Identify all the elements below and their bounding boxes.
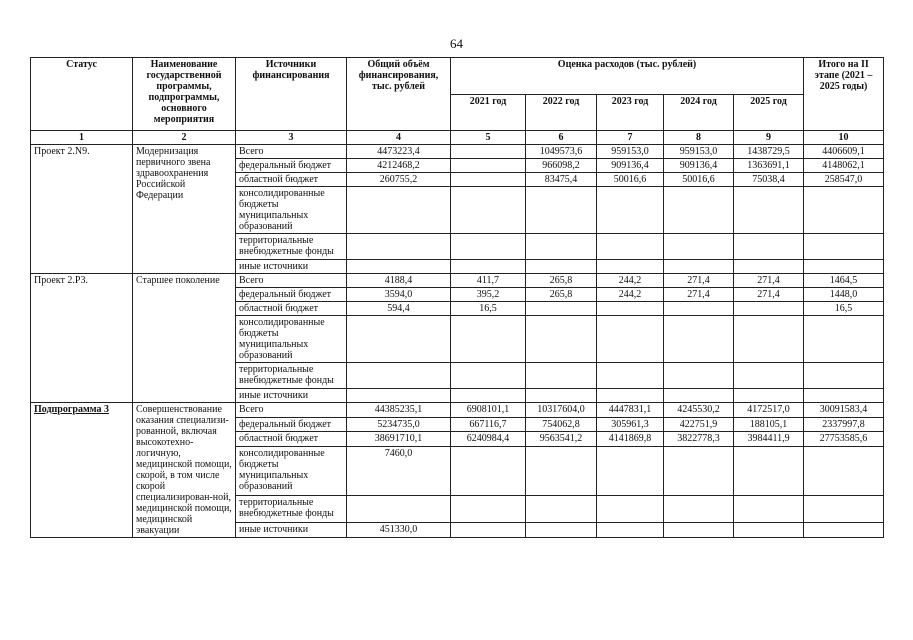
value-cell — [451, 187, 526, 234]
source-cell: территориальные внебюджетные фонды — [236, 363, 347, 389]
value-cell: 6908101,1 — [451, 403, 526, 418]
col-num: 8 — [664, 131, 734, 145]
value-cell: 4447831,1 — [597, 403, 664, 418]
financing-table — [30, 57, 884, 538]
value-cell — [347, 496, 451, 523]
value-cell: 75038,4 — [734, 173, 804, 187]
value-cell: 909136,4 — [597, 159, 664, 173]
value-cell — [664, 496, 734, 523]
value-cell — [347, 363, 451, 389]
value-cell: 244,2 — [597, 274, 664, 288]
value-cell: 2337997,8 — [804, 417, 884, 432]
header-year: 2024 год — [664, 94, 734, 131]
name-cell: Модернизация первичного звена здравоохранения Российской Федерации — [133, 145, 236, 274]
value-cell: 16,5 — [451, 302, 526, 316]
status-cell: Подпрограмма 3 — [31, 403, 133, 538]
value-cell — [526, 363, 597, 389]
value-cell: 30091583,4 — [804, 403, 884, 418]
header-year: 2022 год — [526, 94, 597, 131]
value-cell: 395,2 — [451, 288, 526, 302]
value-cell — [526, 496, 597, 523]
value-cell — [664, 446, 734, 495]
value-cell — [734, 363, 804, 389]
value-cell: 10317604,0 — [526, 403, 597, 418]
value-cell — [804, 187, 884, 234]
value-cell: 265,8 — [526, 288, 597, 302]
value-cell: 451330,0 — [347, 523, 451, 538]
value-cell: 44385235,1 — [347, 403, 451, 418]
name-cell: Старшее поколение — [133, 274, 236, 403]
value-cell: 260755,2 — [347, 173, 451, 187]
col-num: 6 — [526, 131, 597, 145]
col-num: 5 — [451, 131, 526, 145]
value-cell: 4148062,1 — [804, 159, 884, 173]
source-cell: Всего — [236, 145, 347, 159]
value-cell — [597, 316, 664, 363]
source-cell: федеральный бюджет — [236, 288, 347, 302]
value-cell: 594,4 — [347, 302, 451, 316]
value-cell — [451, 173, 526, 187]
value-cell: 4245530,2 — [664, 403, 734, 418]
value-cell: 5234735,0 — [347, 417, 451, 432]
value-cell: 188105,1 — [734, 417, 804, 432]
header-year: 2023 год — [597, 94, 664, 131]
value-cell — [597, 302, 664, 316]
value-cell — [734, 496, 804, 523]
value-cell — [526, 234, 597, 260]
value-cell: 258547,0 — [804, 173, 884, 187]
source-cell: иные источники — [236, 260, 347, 274]
value-cell — [804, 316, 884, 363]
col-num: 3 — [236, 131, 347, 145]
value-cell — [804, 260, 884, 274]
header-name: Наименование государственной программы, подпрограммы, основного мероприятия — [133, 58, 236, 131]
value-cell: 4473223,4 — [347, 145, 451, 159]
value-cell — [664, 389, 734, 403]
value-cell — [597, 363, 664, 389]
value-cell — [451, 496, 526, 523]
value-cell — [526, 187, 597, 234]
value-cell — [804, 446, 884, 495]
value-cell — [347, 187, 451, 234]
value-cell — [526, 389, 597, 403]
value-cell — [804, 389, 884, 403]
source-cell: областной бюджет — [236, 432, 347, 447]
header-row — [31, 58, 884, 95]
value-cell: 271,4 — [734, 274, 804, 288]
value-cell: 1448,0 — [804, 288, 884, 302]
table-body — [31, 58, 884, 538]
source-cell: областной бюджет — [236, 302, 347, 316]
value-cell — [664, 316, 734, 363]
value-cell — [451, 446, 526, 495]
value-cell — [451, 234, 526, 260]
value-cell — [734, 523, 804, 538]
value-cell — [597, 187, 664, 234]
value-cell — [347, 389, 451, 403]
value-cell: 1438729,5 — [734, 145, 804, 159]
column-number-row — [31, 131, 884, 145]
source-cell: консолидированные бюджеты муниципальных образований — [236, 187, 347, 234]
value-cell — [734, 260, 804, 274]
source-cell: Всего — [236, 274, 347, 288]
value-cell — [734, 446, 804, 495]
value-cell: 4212468,2 — [347, 159, 451, 173]
value-cell: 271,4 — [734, 288, 804, 302]
col-num: 2 — [133, 131, 236, 145]
value-cell: 754062,8 — [526, 417, 597, 432]
value-cell — [804, 234, 884, 260]
value-cell — [597, 260, 664, 274]
value-cell: 3984411,9 — [734, 432, 804, 447]
value-cell — [734, 316, 804, 363]
header-estimate: Оценка расходов (тыс. рублей) — [451, 58, 804, 95]
source-cell: консолидированные бюджеты муниципальных образований — [236, 316, 347, 363]
value-cell — [451, 389, 526, 403]
value-cell: 265,8 — [526, 274, 597, 288]
header-status: Статус — [31, 58, 133, 131]
value-cell: 9563541,2 — [526, 432, 597, 447]
value-cell — [664, 187, 734, 234]
value-cell — [804, 363, 884, 389]
value-cell: 244,2 — [597, 288, 664, 302]
value-cell: 1363691,1 — [734, 159, 804, 173]
value-cell: 422751,9 — [664, 417, 734, 432]
page-number: 64 — [450, 36, 463, 51]
value-cell — [451, 316, 526, 363]
value-cell: 3594,0 — [347, 288, 451, 302]
value-cell — [664, 363, 734, 389]
value-cell — [451, 363, 526, 389]
header-total-stage: Итого на II этапе (2021 – 2025 годы) — [804, 58, 884, 131]
value-cell: 16,5 — [804, 302, 884, 316]
value-cell: 959153,0 — [597, 145, 664, 159]
table-row — [31, 274, 884, 288]
value-cell — [347, 260, 451, 274]
value-cell: 4141869,8 — [597, 432, 664, 447]
value-cell: 4188,4 — [347, 274, 451, 288]
source-cell: консолидированные бюджеты муниципальных образований — [236, 446, 347, 495]
value-cell: 27753585,6 — [804, 432, 884, 447]
source-cell: федеральный бюджет — [236, 417, 347, 432]
value-cell: 6240984,4 — [451, 432, 526, 447]
value-cell: 271,4 — [664, 288, 734, 302]
value-cell: 38691710,1 — [347, 432, 451, 447]
name-cell: Совершенствование оказания специализи-рованной, включая высокотехно-логичную, медицинской помощи, скорой, в том числе скорой специализирован-ной, медицинской помощи, медицинской эвакуации — [133, 403, 236, 538]
value-cell — [451, 159, 526, 173]
value-cell — [804, 523, 884, 538]
status-cell: Проект 2.N9. — [31, 145, 133, 274]
value-cell — [664, 523, 734, 538]
source-cell: областной бюджет — [236, 173, 347, 187]
source-cell: иные источники — [236, 523, 347, 538]
table-row — [31, 145, 884, 159]
col-num: 9 — [734, 131, 804, 145]
header-year: 2025 год — [734, 94, 804, 131]
value-cell — [451, 145, 526, 159]
value-cell — [597, 523, 664, 538]
value-cell: 3822778,3 — [664, 432, 734, 447]
value-cell: 1464,5 — [804, 274, 884, 288]
header-year: 2021 год — [451, 94, 526, 131]
col-num: 1 — [31, 131, 133, 145]
value-cell: 271,4 — [664, 274, 734, 288]
value-cell: 966098,2 — [526, 159, 597, 173]
value-cell — [597, 234, 664, 260]
value-cell — [664, 302, 734, 316]
value-cell: 1049573,6 — [526, 145, 597, 159]
value-cell — [664, 260, 734, 274]
value-cell — [526, 260, 597, 274]
source-cell: Всего — [236, 403, 347, 418]
value-cell — [347, 316, 451, 363]
value-cell — [597, 496, 664, 523]
value-cell — [597, 389, 664, 403]
value-cell — [664, 234, 734, 260]
value-cell — [451, 523, 526, 538]
value-cell: 50016,6 — [597, 173, 664, 187]
value-cell: 305961,3 — [597, 417, 664, 432]
status-cell: Проект 2.Р3. — [31, 274, 133, 403]
value-cell — [347, 234, 451, 260]
value-cell: 4172517,0 — [734, 403, 804, 418]
value-cell: 4406609,1 — [804, 145, 884, 159]
col-num: 4 — [347, 131, 451, 145]
value-cell — [734, 234, 804, 260]
value-cell — [526, 316, 597, 363]
source-cell: иные источники — [236, 389, 347, 403]
value-cell — [804, 496, 884, 523]
value-cell: 7460,0 — [347, 446, 451, 495]
value-cell: 959153,0 — [664, 145, 734, 159]
source-cell: территориальные внебюджетные фонды — [236, 234, 347, 260]
col-num: 7 — [597, 131, 664, 145]
value-cell: 909136,4 — [664, 159, 734, 173]
value-cell — [526, 302, 597, 316]
header-sources: Источники финансирования — [236, 58, 347, 131]
value-cell — [734, 302, 804, 316]
value-cell — [526, 523, 597, 538]
value-cell — [451, 260, 526, 274]
value-cell: 411,7 — [451, 274, 526, 288]
value-cell: 667116,7 — [451, 417, 526, 432]
value-cell: 50016,6 — [664, 173, 734, 187]
header-total-volume: Общий объём финансирования, тыс. рублей — [347, 58, 451, 131]
value-cell — [526, 446, 597, 495]
source-cell: территориальные внебюджетные фонды — [236, 496, 347, 523]
source-cell: федеральный бюджет — [236, 159, 347, 173]
value-cell — [734, 389, 804, 403]
col-num: 10 — [804, 131, 884, 145]
table-row — [31, 403, 884, 418]
value-cell: 83475,4 — [526, 173, 597, 187]
value-cell — [597, 446, 664, 495]
value-cell — [734, 187, 804, 234]
